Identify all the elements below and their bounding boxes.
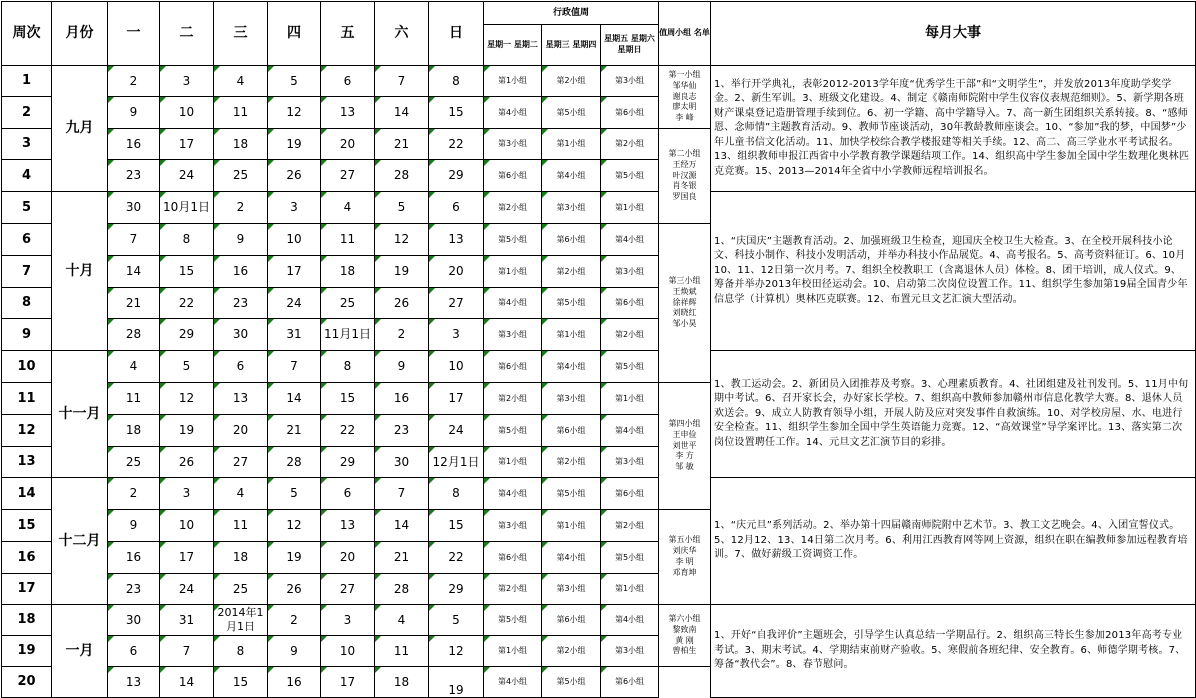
team-member: 邓育坤 [672, 567, 697, 577]
duty-group-2: 第2小组 [542, 66, 601, 97]
day-mon: 6 [108, 636, 160, 667]
week-number: 17 [2, 574, 52, 605]
duty-group-3: 第3小组 [601, 447, 659, 478]
day-wed: 20 [214, 415, 268, 447]
day-tue: 19 [160, 415, 214, 447]
duty-group-2: 第6小组 [542, 415, 601, 447]
week-row [2, 478, 1196, 510]
week-number: 15 [2, 510, 52, 542]
day-wed: 16 [214, 256, 268, 288]
duty-group-1: 第3小组 [484, 319, 542, 351]
day-tue: 26 [160, 447, 214, 478]
duty-group-2: 第2小组 [542, 636, 601, 667]
day-tue: 10 [160, 97, 214, 129]
duty-group-2: 第5小组 [542, 667, 601, 698]
day-mon: 16 [108, 129, 160, 160]
team-member: 邹小昊 [672, 319, 697, 329]
duty-group-2: 第1小组 [542, 510, 601, 542]
day-thu: 31 [268, 319, 321, 351]
header-duty-col-2: 星期三 星期四 [542, 25, 601, 66]
day-wed: 2014年1月1日 [214, 605, 268, 636]
header-events-title: 每月大事 [711, 2, 1196, 66]
month-label: 一月 [52, 605, 108, 698]
day-mon: 16 [108, 542, 160, 574]
duty-group-2: 第2小组 [542, 447, 601, 478]
duty-group-3: 第5小组 [601, 351, 659, 383]
day-mon: 28 [108, 319, 160, 351]
header-day-sat: 六 [375, 2, 429, 66]
duty-group-1: 第3小组 [484, 510, 542, 542]
day-wed: 18 [214, 542, 268, 574]
day-wed: 2 [214, 192, 268, 224]
day-thu: 7 [268, 351, 321, 383]
day-sun: 12月1日 [429, 447, 484, 478]
day-tue: 12 [160, 383, 214, 415]
team-member: 邹华仙 [672, 80, 697, 90]
day-sat: 28 [375, 160, 429, 192]
day-fri: 13 [321, 97, 375, 129]
week-number: 16 [2, 542, 52, 574]
day-tue: 29 [160, 319, 214, 351]
monthly-events: 1、“庆国庆”主题教育活动。2、加强班级卫生检查，迎国庆全校卫生大检查。3、在全校开展科技小论文、科技小制作、科技小发明活动，并举办科技小作品展览。4、高考报名。5、高考资料征订。6、10月10、11、12日第一次月考。7、组织全校教职工（含离退休人员）体检。8、团干培训，成人仪式。9、筹备并举办2013年校田径运动会。10、启动第二次岗位设置工作。11、组织学生参加第19届全国青少年信息学（计算机）奥林匹克联赛。12、布置元旦文艺汇演大型活动。 [711, 192, 1196, 351]
week-row [2, 351, 1196, 383]
day-tue: 10 [160, 510, 214, 542]
day-fri: 6 [321, 66, 375, 97]
day-sat: 4 [375, 605, 429, 636]
day-wed: 23 [214, 288, 268, 319]
duty-group-2: 第3小组 [542, 192, 601, 224]
day-wed: 4 [214, 478, 268, 510]
week-number: 7 [2, 256, 52, 288]
day-wed: 25 [214, 574, 268, 605]
duty-group-3: 第4小组 [601, 224, 659, 256]
week-number: 9 [2, 319, 52, 351]
team-title: 第一小组 [668, 70, 701, 79]
day-tue: 3 [160, 478, 214, 510]
week-number: 4 [2, 160, 52, 192]
day-tue: 15 [160, 256, 214, 288]
day-sat: 21 [375, 542, 429, 574]
day-mon: 23 [108, 574, 160, 605]
team-member: 谢良志 [672, 91, 697, 101]
monthly-events: 1、“庆元旦”系列活动。2、举办第十四届赣南师院附中艺术节。3、教工文艺晚会。4、入团宣誓仪式。5、12月12、13、14日第二次月考。6、利用江西教育网等网上资源，组织在职在编教师参加远程教育培训。7、做好薪级工资调资工作。 [711, 478, 1196, 605]
team-title: 第二小组 [668, 149, 701, 158]
day-fri: 13 [321, 510, 375, 542]
day-sun: 10 [429, 351, 484, 383]
week-number: 11 [2, 383, 52, 415]
day-wed: 8 [214, 636, 268, 667]
duty-group-1: 第4小组 [484, 288, 542, 319]
day-fri: 22 [321, 415, 375, 447]
team-member: 李 方 [675, 451, 694, 461]
duty-group-2: 第1小组 [542, 129, 601, 160]
month-label: 十一月 [52, 351, 108, 478]
day-thu: 26 [268, 574, 321, 605]
duty-group-3: 第2小组 [601, 319, 659, 351]
week-number: 5 [2, 192, 52, 224]
day-fri: 27 [321, 574, 375, 605]
day-fri: 18 [321, 256, 375, 288]
day-wed: 13 [214, 383, 268, 415]
day-sun: 22 [429, 129, 484, 160]
team-title: 第五小组 [668, 535, 701, 545]
duty-group-2: 第2小组 [542, 256, 601, 288]
day-mon: 21 [108, 288, 160, 319]
duty-group-3: 第6小组 [601, 288, 659, 319]
duty-group-3: 第5小组 [601, 542, 659, 574]
day-sun: 15 [429, 510, 484, 542]
day-sun: 17 [429, 383, 484, 415]
duty-group-2: 第1小组 [542, 319, 601, 351]
month-label: 十二月 [52, 478, 108, 605]
header-day-mon: 一 [108, 2, 160, 66]
day-thu: 12 [268, 97, 321, 129]
duty-group-3: 第4小组 [601, 605, 659, 636]
day-sat: 30 [375, 447, 429, 478]
day-tue: 14 [160, 667, 214, 698]
duty-group-1: 第1小组 [484, 636, 542, 667]
day-thu: 12 [268, 510, 321, 542]
team-roster [659, 383, 711, 510]
header-duty-col-3: 星期五 星期六 星期日 [601, 25, 659, 66]
week-number: 18 [2, 605, 52, 636]
day-wed: 30 [214, 319, 268, 351]
day-tue: 31 [160, 605, 214, 636]
duty-group-3: 第3小组 [601, 256, 659, 288]
day-sun: 5 [429, 605, 484, 636]
day-thu: 2 [268, 605, 321, 636]
day-sun: 6 [429, 192, 484, 224]
day-fri: 29 [321, 447, 375, 478]
team-roster [659, 66, 711, 129]
day-wed: 6 [214, 351, 268, 383]
day-sat: 12 [375, 224, 429, 256]
day-thu: 10 [268, 224, 321, 256]
day-sun: 29 [429, 160, 484, 192]
day-sun: 15 [429, 97, 484, 129]
duty-group-1: 第3小组 [484, 129, 542, 160]
team-member: 黄 刚 [675, 635, 694, 645]
week-number: 1 [2, 66, 52, 97]
day-sat: 26 [375, 288, 429, 319]
duty-group-2: 第4小组 [542, 160, 601, 192]
duty-group-1: 第5小组 [484, 224, 542, 256]
day-fri: 8 [321, 351, 375, 383]
day-fri: 17 [321, 667, 375, 698]
day-thu: 9 [268, 636, 321, 667]
day-wed: 11 [214, 97, 268, 129]
day-sat: 11 [375, 636, 429, 667]
team-member: 邹 敏 [675, 462, 694, 472]
day-tue: 8 [160, 224, 214, 256]
day-fri: 27 [321, 160, 375, 192]
day-sat: 28 [375, 574, 429, 605]
team-member: 曾柏生 [672, 646, 697, 656]
day-sun: 13 [429, 224, 484, 256]
duty-group-2: 第6小组 [542, 224, 601, 256]
day-thu: 28 [268, 447, 321, 478]
day-sun: 3 [429, 319, 484, 351]
duty-group-2: 第5小组 [542, 97, 601, 129]
team-member: 王焕斌 [672, 286, 697, 296]
duty-group-1: 第1小组 [484, 256, 542, 288]
day-wed: 4 [214, 66, 268, 97]
duty-group-3: 第2小组 [601, 129, 659, 160]
day-mon: 25 [108, 447, 160, 478]
day-thu: 16 [268, 667, 321, 698]
day-mon: 2 [108, 478, 160, 510]
duty-group-3: 第3小组 [601, 636, 659, 667]
duty-group-3: 第3小组 [601, 66, 659, 97]
team-title: 第四小组 [668, 419, 701, 428]
day-sun: 22 [429, 542, 484, 574]
day-fri: 4 [321, 192, 375, 224]
day-thu: 24 [268, 288, 321, 319]
day-thu: 17 [268, 256, 321, 288]
day-sun: 29 [429, 574, 484, 605]
duty-group-1: 第5小组 [484, 415, 542, 447]
week-number: 20 [2, 667, 52, 698]
day-wed: 15 [214, 667, 268, 698]
duty-group-2: 第4小组 [542, 542, 601, 574]
day-tue: 24 [160, 574, 214, 605]
day-sun: 19 [429, 667, 484, 698]
day-wed: 9 [214, 224, 268, 256]
team-title: 第六小组 [668, 613, 701, 623]
day-thu: 19 [268, 542, 321, 574]
day-thu: 26 [268, 160, 321, 192]
day-tue: 5 [160, 351, 214, 383]
day-mon: 14 [108, 256, 160, 288]
duty-group-1: 第6小组 [484, 542, 542, 574]
duty-group-1: 第1小组 [484, 66, 542, 97]
day-mon: 9 [108, 510, 160, 542]
duty-group-3: 第5小组 [601, 160, 659, 192]
duty-group-1: 第2小组 [484, 574, 542, 605]
header-day-tue: 二 [160, 2, 214, 66]
day-sat: 9 [375, 351, 429, 383]
day-thu: 14 [268, 383, 321, 415]
day-wed: 27 [214, 447, 268, 478]
day-thu: 5 [268, 66, 321, 97]
day-sun: 12 [429, 636, 484, 667]
day-sat: 2 [375, 319, 429, 351]
day-mon: 18 [108, 415, 160, 447]
team-roster [659, 605, 711, 667]
header-team-title: 值周小组 名单 [659, 2, 711, 66]
day-tue: 24 [160, 160, 214, 192]
duty-group-3: 第1小组 [601, 383, 659, 415]
header-day-sun: 日 [429, 2, 484, 66]
day-mon: 11 [108, 383, 160, 415]
day-mon: 9 [108, 97, 160, 129]
day-thu: 21 [268, 415, 321, 447]
duty-group-1: 第4小组 [484, 478, 542, 510]
duty-group-3: 第6小组 [601, 97, 659, 129]
day-tue: 10月1日 [160, 192, 214, 224]
duty-group-1: 第5小组 [484, 605, 542, 636]
header-month: 月份 [52, 2, 108, 66]
team-roster [659, 129, 711, 224]
week-number: 2 [2, 97, 52, 129]
schedule-table [1, 1, 1196, 698]
day-fri: 25 [321, 288, 375, 319]
day-mon: 7 [108, 224, 160, 256]
team-member: 黎致南 [672, 624, 697, 634]
monthly-events: 1、举行开学典礼，表彰2012-2013学年度“优秀学生干部”和“文明学生”，并发放2013年度助学奖学金。2、新生军训。3、班级文化建设。4、制定《赣南师院附中学生仪容仪表规范细则》。5、新学期各班财产课桌登记造册管理手续到位。6、初一学籍、高中学籍导入。7、高一新生团组织关系转接。8、“感师恩、念师情”主题教育活动。9、教师节座谈活动，30年教龄教师座谈会。10、“参加”我的梦，中国梦”少年儿童书信文化活动。11、加快学校综合教学楼报建等相关手续。12、高二、高三学业水平考试报名。13、组织教师申报江西省中小学教育教学课题结项工作。14、组织高中学生参加全国中学生数理化奥林匹克竞赛。15、2013—2014年全省中小学教师远程培训报名。 [711, 66, 1196, 192]
week-number: 19 [2, 636, 52, 667]
header-duty-title: 行政值周 [484, 2, 659, 25]
day-thu: 5 [268, 478, 321, 510]
duty-group-2: 第5小组 [542, 478, 601, 510]
day-tue: 7 [160, 636, 214, 667]
duty-group-1: 第4小组 [484, 667, 542, 698]
duty-group-1: 第2小组 [484, 192, 542, 224]
duty-group-2: 第3小组 [542, 383, 601, 415]
day-mon: 2 [108, 66, 160, 97]
team-member: 叶汉源 [672, 170, 697, 180]
week-number: 10 [2, 351, 52, 383]
day-thu: 3 [268, 192, 321, 224]
duty-group-1: 第1小组 [484, 447, 542, 478]
week-number: 14 [2, 478, 52, 510]
day-fri: 11月1日 [321, 319, 375, 351]
day-fri: 15 [321, 383, 375, 415]
team-member: 李 明 [675, 557, 694, 566]
duty-group-3: 第1小组 [601, 192, 659, 224]
duty-group-2: 第5小组 [542, 288, 601, 319]
day-sun: 20 [429, 256, 484, 288]
day-thu: 19 [268, 129, 321, 160]
day-mon: 30 [108, 192, 160, 224]
day-fri: 6 [321, 478, 375, 510]
duty-group-1: 第4小组 [484, 97, 542, 129]
header-day-fri: 五 [321, 2, 375, 66]
duty-group-1: 第6小组 [484, 160, 542, 192]
day-sat: 21 [375, 129, 429, 160]
duty-group-3: 第2小组 [601, 510, 659, 542]
team-member: 刘庆华 [672, 546, 697, 556]
day-sat: 18 [375, 667, 429, 698]
day-wed: 18 [214, 129, 268, 160]
month-label: 九月 [52, 66, 108, 192]
week-row [2, 192, 1196, 224]
day-sun: 27 [429, 288, 484, 319]
team-member: 李 峰 [675, 113, 694, 123]
week-row [2, 66, 1196, 97]
day-sat: 7 [375, 478, 429, 510]
duty-group-3: 第6小组 [601, 478, 659, 510]
team-member: 徐祥辉 [672, 297, 697, 307]
header-week: 周次 [2, 2, 52, 66]
day-mon: 30 [108, 605, 160, 636]
team-member: 廖太明 [672, 102, 697, 112]
day-sun: 8 [429, 66, 484, 97]
day-tue: 3 [160, 66, 214, 97]
header-day-thu: 四 [268, 2, 321, 66]
day-sat: 16 [375, 383, 429, 415]
monthly-events: 1、教工运动会。2、新团员入团推荐及考察。3、心理素质教育。4、社团组建及社刊发刊。5、11月中旬期中考试。6、召开家长会，办好家长学校。7、组织高中教师参加赣州市信息化教学大赛。8、退休人员欢送会。9、成立人防教育领导小组，开展人防及应对突发事件自救演练。10、对学校房屋、水、电进行安全检查。11、组织学生参加全国中学生英语能力竞赛。12、“高效课堂”导学案评比。13、落实第二次岗位设置聘任工作。14、元旦文艺汇演节目的彩排。 [711, 351, 1196, 478]
day-sat: 14 [375, 97, 429, 129]
day-sun: 8 [429, 478, 484, 510]
day-mon: 23 [108, 160, 160, 192]
day-sat: 5 [375, 192, 429, 224]
day-wed: 25 [214, 160, 268, 192]
header-day-wed: 三 [214, 2, 268, 66]
team-roster [659, 224, 711, 383]
team-member: 罗国良 [672, 192, 697, 202]
week-number: 12 [2, 415, 52, 447]
day-fri: 3 [321, 605, 375, 636]
duty-group-2: 第3小组 [542, 574, 601, 605]
duty-group-3: 第6小组 [601, 667, 659, 698]
week-row [2, 605, 1196, 636]
duty-group-1: 第2小组 [484, 383, 542, 415]
day-fri: 20 [321, 542, 375, 574]
team-member: 肖冬银 [672, 181, 697, 191]
day-sat: 19 [375, 256, 429, 288]
day-sat: 7 [375, 66, 429, 97]
day-sat: 23 [375, 415, 429, 447]
duty-group-1: 第6小组 [484, 351, 542, 383]
week-number: 3 [2, 129, 52, 160]
month-label: 十月 [52, 192, 108, 351]
team-member: 王经万 [672, 159, 697, 169]
day-tue: 17 [160, 129, 214, 160]
day-fri: 10 [321, 636, 375, 667]
day-tue: 17 [160, 542, 214, 574]
day-fri: 20 [321, 129, 375, 160]
week-number: 8 [2, 288, 52, 319]
team-member: 刘晓红 [672, 308, 697, 318]
duty-group-2: 第4小组 [542, 351, 601, 383]
duty-group-3: 第1小组 [601, 574, 659, 605]
monthly-events: 1、开好“自我评价”主题班会，引导学生认真总结一学期品行。2、组织高三特长生参加2013年高考专业考试。3、期末考试。4、学期结束前财产验收。5、寒假前各班纪律、安全教育。6、师德学期考核。7、筹备“教代会”。8、春节慰问。 [711, 605, 1196, 698]
day-tue: 22 [160, 288, 214, 319]
duty-group-3: 第4小组 [601, 415, 659, 447]
team-member: 王申俭 [672, 429, 697, 439]
day-wed: 11 [214, 510, 268, 542]
week-number: 6 [2, 224, 52, 256]
team-title: 第三小组 [668, 276, 701, 285]
day-sun: 24 [429, 415, 484, 447]
team-member: 刘世平 [672, 440, 697, 450]
header-duty-col-1: 星期一 星期二 [484, 25, 542, 66]
day-mon: 4 [108, 351, 160, 383]
day-fri: 11 [321, 224, 375, 256]
duty-group-2: 第6小组 [542, 605, 601, 636]
day-sat: 14 [375, 510, 429, 542]
week-number: 13 [2, 447, 52, 478]
team-roster [659, 510, 711, 605]
day-mon: 13 [108, 667, 160, 698]
